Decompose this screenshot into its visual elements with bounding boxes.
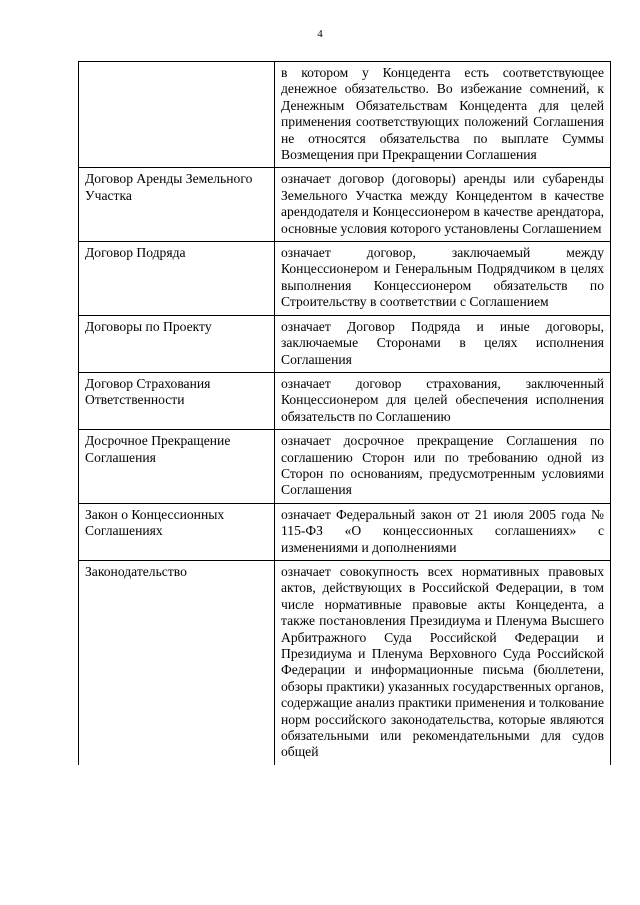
definition-cell: в котором у Концедента есть соответствующее денежное обязательство. Во избежание сомнений, к Денежным Обязательствам Концедента для целей применения соответствующих положений Соглашения не относятся обязательства по выплате Суммы Возмещения при Прекращении Соглашения xyxy=(275,62,611,168)
definition-cell: означает досрочное прекращение Соглашения по соглашению Сторон или по требованию одной из Сторон по основаниям, предусмотренным условиями Соглашения xyxy=(275,430,611,504)
term-cell: Договор Страхования Ответственности xyxy=(79,372,275,429)
term-cell: Досрочное Прекращение Соглашения xyxy=(79,430,275,504)
table-row xyxy=(79,62,611,168)
definition-cell: означает договор (договоры) аренды или субаренды Земельного Участка между Концедентом в качестве арендодателя и Концессионером в качестве арендатора, основные условия которого установлены Соглашением xyxy=(275,168,611,242)
table-row xyxy=(79,372,611,429)
definition-cell: означает договор, заключаемый между Концессионером и Генеральным Подрядчиком в целях выполнения Концессионером обязательств по Строительству в соответствии с Соглашением xyxy=(275,242,611,316)
table-row xyxy=(79,242,611,316)
term-cell: Договор Подряда xyxy=(79,242,275,316)
term-cell: Договоры по Проекту xyxy=(79,315,275,372)
definition-cell: означает Договор Подряда и иные договоры, заключаемые Сторонами в целях исполнения Соглашения xyxy=(275,315,611,372)
term-cell: Договор Аренды Земельного Участка xyxy=(79,168,275,242)
term-cell: Законодательство xyxy=(79,560,275,764)
definition-cell: означает совокупность всех нормативных правовых актов, действующих в Российской Федерации, в том числе нормативные правовые акты Концедента, а также постановления Президиума и Пленума Высшего Арбитражного Суда Российской Федерации и Президиума и Пленума Верховного Суда Российской Федерации и информационные письма (бюллетени, обзоры практики) указанных государственных органов, содержащие анализ практики применения и толкование норм российского законодательства, которые являются обязательными или рекомендательными для судов общей xyxy=(275,560,611,764)
term-cell: Закон о Концессионных Соглашениях xyxy=(79,503,275,560)
table-row xyxy=(79,315,611,372)
table-row xyxy=(79,503,611,560)
definition-cell: означает договор страхования, заключенный Концессионером для целей обеспечения исполнения обязательств по Соглашению xyxy=(275,372,611,429)
table-row xyxy=(79,430,611,504)
definition-cell: означает Федеральный закон от 21 июля 2005 года № 115-ФЗ «О концессионных соглашениях» с изменениями и дополнениями xyxy=(275,503,611,560)
definitions-table xyxy=(78,61,611,765)
page-number: 4 xyxy=(317,28,323,40)
term-cell xyxy=(79,62,275,168)
table-row xyxy=(79,560,611,764)
table-row xyxy=(79,168,611,242)
